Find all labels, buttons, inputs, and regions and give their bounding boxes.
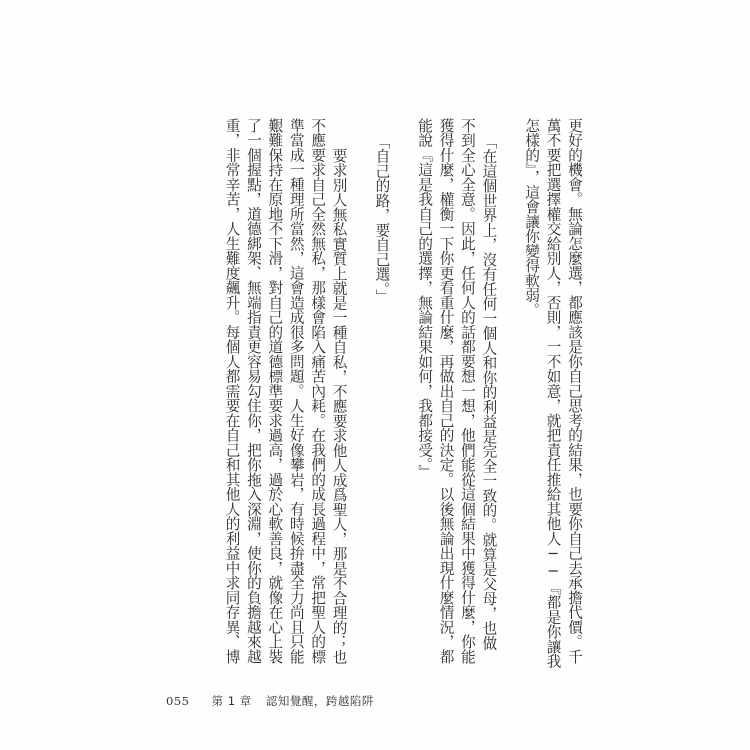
paragraph-gap [499,118,520,653]
text-column: 了一個握點，道德綁架、無端指責更容易勾住你，把你拖入深淵，使你的負擔越來越 [244,118,262,664]
text-column: 不到全心全意。因此，任何人的話都要想一想，他們能從這個結果中獲得什麼，你能 [458,118,476,664]
text-column: 準當成一種理所當然，這會造成很多問題。人生好像攀岩，有時候拚盡全力尚且只能 [287,118,305,664]
text-column: 更好的機會。無論怎麼選，都應該是你自己思考的結果，也要你自己去承擔代價。千 [566,118,583,664]
text-column: 要求別人無私實質上就是一種自私，不應要求他人成爲聖人，那是不合理的；也 [330,148,348,665]
paragraph-gap [350,118,371,653]
chapter-label: 第 1 章 [211,694,252,708]
text-column: 能說『這是我自己的選擇，無論結果如何，我都接受。』 [416,118,434,480]
text-column: 不應要求自己全然無私，那樣會陷入痛苦內耗。在我們的成長過程中，常把聖人的標 [309,118,327,664]
text-column: 「自己的路，要自己選。」 [373,134,391,304]
text-column: 萬不要把選擇權交給別人，否則，一不如意，就把責任推給其他人──『都是你讓我 [544,118,562,669]
text-column: 獲得什麼，權衡一下你更看重什麼，再做出自己的決定。以後無論出現什麼情況，都 [437,118,455,664]
page-number: 055 [166,694,190,708]
text-column: 「在這個世界上，沒有任何一個人和你的利益是完全一致的。就算是父母，也做 [480,134,498,651]
text-column: 艱難保持在原地不下滑，對自己的道德標準要求過高，過於心軟善良，就像在心上裝 [266,118,284,664]
text-column: 重，非常辛苦，人生難度飆升。每個人都需要在自己和其他人的利益中求同存異、博 [223,118,241,664]
chapter-title: 認知覺醒，跨越陷阱 [265,694,374,708]
paragraph-gap [392,118,413,653]
text-column: 怎樣的』，這會讓你變得軟弱。 [523,118,541,318]
vertical-text-body [221,118,585,669]
page-footer [166,693,374,709]
